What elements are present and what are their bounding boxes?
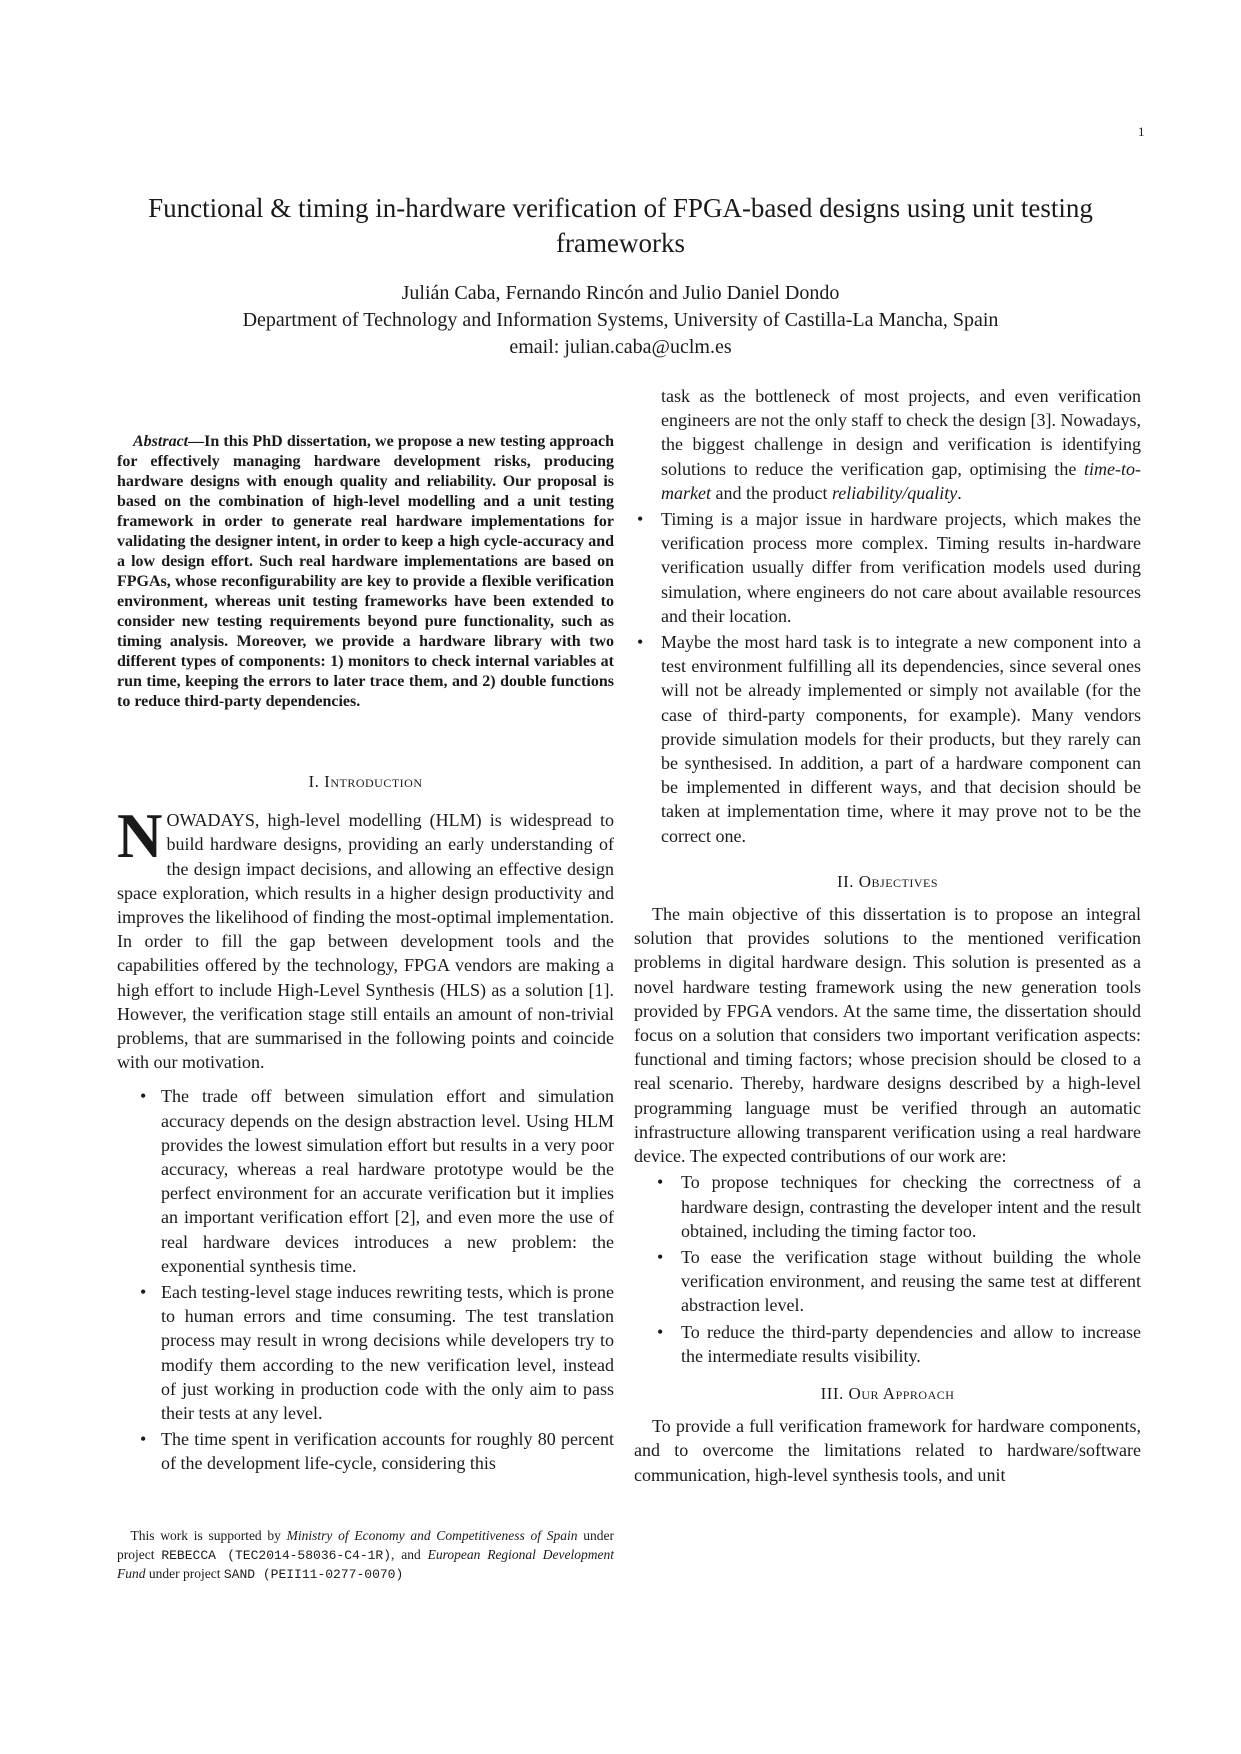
section-numeral: III. (820, 1383, 844, 1403)
list-item: • To propose techniques for checking the correctness of a hardware design, contrasting the developer intent and the result obtained, including the timing factor too. (654, 1170, 1141, 1243)
abstract-dash: — (188, 433, 205, 450)
footnote-funder: European Regional Development Fund (117, 1546, 614, 1581)
left-column (117, 432, 614, 1478)
email: email: julian.caba@uclm.es (509, 336, 732, 358)
section-title: Introduction (324, 772, 423, 791)
section-numeral: I. (308, 772, 320, 791)
footnote-project-code: REBECCA (TEC2014-58036-C4-1R) (161, 1547, 392, 1563)
emphasis-reliability: reliability/quality (831, 482, 958, 503)
objectives-paragraph: The main objective of this dissertation is to propose an integral solution that provides solutions to the mentioned verification problems in digital hardware design. This solution is presented as a novel hardware testing framework using the new generation tools provided by FPGA vendors. At the same time, the dissertation should focus on a solution that considers two important verification aspects: functional and timing factors; whose precision should be closed to a real scenario. Thereby, hardware designs described by a high-level programming language must be verified through an automatic infrastructure allowing transparent verification using a real hardware device. The expected contributions of our work are: (634, 904, 1141, 1167)
emphasis-time-to-market: time-to-market (661, 458, 1141, 503)
list-item: • Timing is a major issue in hardware projects, which makes the verification process more complex. Timing results in-hardware verification usually differ from verification models used during simulation, where engineers do not care about available resources and their location. (634, 507, 1141, 628)
abstract (117, 432, 614, 712)
affiliation: Department of Technology and Information Systems, University of Castilla-La Mancha, Spain (242, 309, 999, 331)
section-title: Our Approach (848, 1383, 955, 1403)
author-block (100, 280, 1141, 361)
list-item: • To ease the verification stage without building the whole verification environment, and reusing the same test at different abstraction level. (654, 1245, 1141, 1318)
list-item: • Each testing-level stage induces rewriting tests, which is prone to human errors and time consuming. The test translation process may result in wrong decisions while developers try to modify them according to the new verification level, instead of just working in production code with the only aim to pass their tests at any level. (137, 1280, 614, 1425)
abstract-label: Abstract (133, 433, 189, 450)
continuation-text: task as the bottleneck of most projects, and even verification engineers are not the only staff to check the design [3]. Nowadays, the biggest challenge in design and verification is identifying solutions to reduce the verification gap, optimising the (661, 386, 1142, 479)
contributions-list (634, 1170, 1141, 1368)
footnote (117, 1527, 614, 1585)
intro-paragraph (117, 801, 614, 1074)
section-title: Objectives (858, 871, 939, 891)
list-item: • The trade off between simulation effort and simulation accuracy depends on the design abstraction level. Using HLM provides the lowest simulation effort but results in a very poor accuracy, whereas a real hardware prototype would be the perfect environment for an accurate verification but it implies an important verification effort [2], and even more the use of real hardware devices introduces a new problem: the exponential synthesis time. (137, 1084, 614, 1278)
section-numeral: II. (836, 871, 855, 891)
footnote-text: This work is supported by (130, 1528, 287, 1543)
abstract-text: In this PhD dissertation, we propose a new testing approach for effectively managing hardware development risks, producing hardware designs with enough quality and reliability. Our proposal is based on the combination of high-level modelling and a unit testing framework in order to generate real hardware implementations for validating the designer intent, in order to keep a high cycle-accuracy and a low design effort. Such real hardware implementations are based on FPGAs, whose reconfigurability are key to provide a flexible verification environment, whereas unit testing frameworks have been extended to consider new testing requirements beyond pure functionality, such as timing analysis. Moreover, we provide a hardware library with two different types of components: 1) monitors to check internal variables at run time, keeping the errors to later trace them, and 2) double functions to reduce third-party dependencies. (117, 433, 614, 710)
continuation-text: and the product (710, 482, 832, 503)
section-heading-introduction (117, 770, 614, 794)
motivation-list-continued (634, 507, 1141, 848)
page-number: 1 (1138, 124, 1145, 139)
footnote-project-code: SAND (PEII11-0277-0070) (223, 1567, 404, 1582)
footnote-text: under project (117, 1528, 614, 1562)
list-item: • To reduce the third-party dependencies and allow to increase the intermediate results visibility. (654, 1320, 1141, 1368)
section-heading-objectives (634, 870, 1141, 894)
drop-cap: N (117, 801, 163, 872)
paper-title: Functional & timing in-hardware verification of FPGA-based designs using unit testing frameworks (148, 193, 1093, 258)
intro-text: , high-level modelling (HLM) is widespread to build hardware designs, providing an early understanding of the design impact decisions, and allowing an effective design space exploration, which results in a higher design productivity and improves the likelihood of finding the most-optimal implementation. In order to fill the gap between development tools and the capabilities offered by the technology, FPGA vendors are making a high effort to include High-Level Synthesis (HLS) as a solution [1]. However, the verification stage still entails an amount of non-trivial problems, that are summarised in the following points and coincide with our motivation. (117, 810, 614, 1073)
section-heading-approach (634, 1382, 1141, 1406)
approach-paragraph: To provide a full verification framework for hardware components, and to overcome the limitations related to hardware/software communication, high-level synthesis tools, and unit (634, 1416, 1141, 1485)
list-item-continuation (634, 384, 1141, 505)
right-column (634, 384, 1141, 1487)
list-item: • Maybe the most hard task is to integrate a new component into a test environment fulfilling all its dependencies, since several ones will not be already implemented or simply not available (for the case of third-party components, for example). Many vendors provide simulation models for their products, but they rarely can be synthesised. In addition, a part of a hardware component can be implemented in different ways, and that decision should be taken at implementation time, where it may prove not to be the correct one. (634, 630, 1141, 848)
intro-lead-word: OWADAYS (166, 810, 255, 831)
list-item: • The time spent in verification accounts for roughly 80 percent of the development life-cycle, considering this (137, 1427, 614, 1475)
footnote-text: , and (391, 1546, 428, 1562)
author-names: Julián Caba, Fernando Rincón and Julio Daniel Dondo (401, 282, 840, 304)
motivation-list (117, 1084, 614, 1475)
footnote-funder: Ministry of Economy and Competitiveness of Spain (286, 1528, 578, 1543)
footnote-text: under project (145, 1566, 224, 1581)
continuation-end: . (957, 482, 962, 503)
